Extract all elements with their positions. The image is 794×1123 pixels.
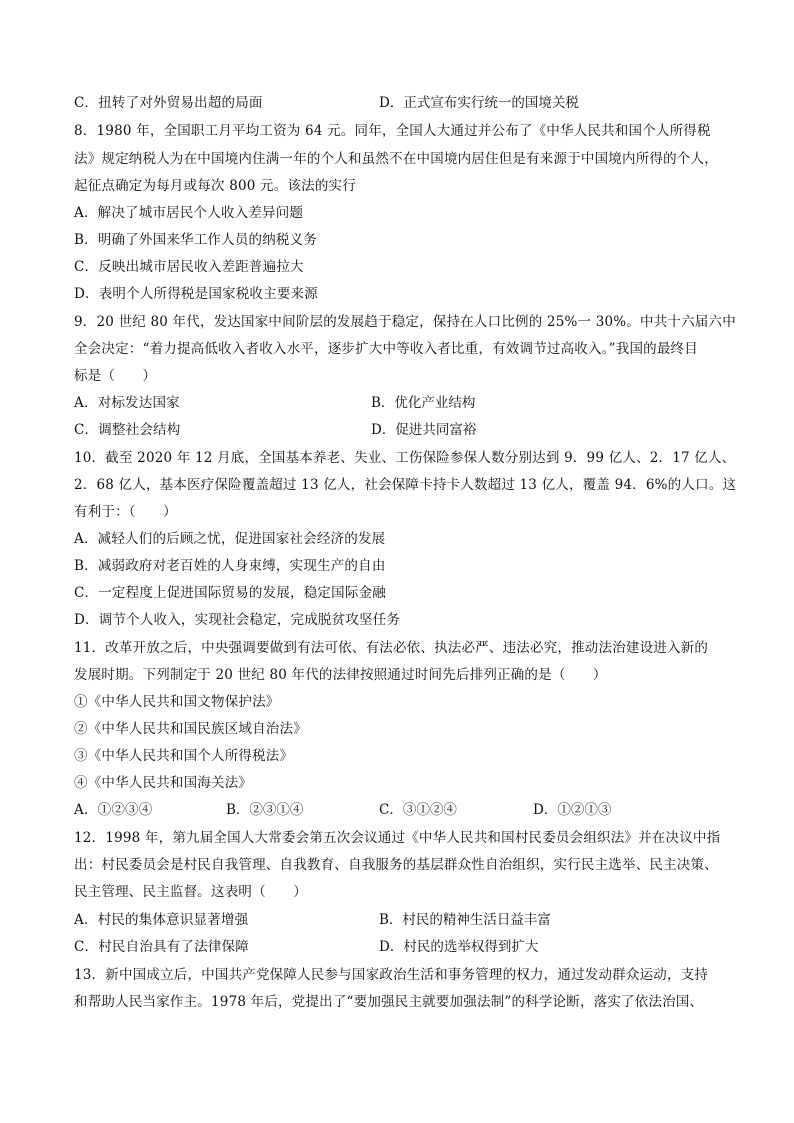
q10-stem-line-3: 有利于：（ ） — [74, 504, 177, 520]
q9-option-a: A．对标发达国家 — [74, 395, 180, 411]
q9-stem-line-2: 全会决定：“着力提高低收入者收入水平，逐步扩大中等收入者比重，有效调节过高收入。”我国的最终目 — [74, 341, 698, 357]
q10-option-b: B．减弱政府对老百姓的人身束缚，实现生产的自由 — [74, 558, 386, 574]
q10-option-c: C．一定程度上促进国际贸易的发展，稳定国际金融 — [74, 585, 386, 601]
q12-stem-line-3: 民主管理、民主监督。这表明（ ） — [74, 884, 307, 900]
q11-item-4: ④《中华人民共和国海关法》 — [74, 775, 253, 791]
q13-stem-line-1: 13．新中国成立后，中国共产党保障人民参与国家政治生活和事务管理的权力，通过发动群众运动，支持 — [74, 967, 709, 983]
q8-option-d: D．表明个人所得税是国家税收主要来源 — [74, 286, 318, 302]
q8-stem-line-3: 起征点确定为每月或每次 800 元。该法的实行 — [74, 178, 356, 194]
q10-stem-line-2: 2．68 亿人，基本医疗保险覆盖超过 13 亿人，社会保障卡持卡人数超过 13 亿人，覆盖 94．6%的人口。这 — [74, 477, 737, 493]
q9-option-c: C．调整社会结构 — [74, 422, 181, 438]
q11-item-3: ③《中华人民共和国个人所得税法》 — [74, 748, 294, 764]
q12-stem-line-1: 12．1998 年，第九届全国人大常委会第五次会议通过《中华人民共和国村民委员会组织法》并在决议中指 — [74, 830, 721, 846]
q12-stem-line-2: 出：村民委员会是村民自我管理、自我教育、自我服务的基层群众性自治组织，实行民主选举、民主决策、 — [74, 857, 718, 873]
q12-option-c: C．村民自治具有了法律保障 — [74, 939, 249, 955]
q13-stem-line-2: 和帮助人民当家作主。1978 年后，党提出了“要加强民主就要加强法制”的科学论断，落实了依法治国、 — [74, 994, 704, 1010]
q12-option-b: B．村民的精神生活日益丰富 — [379, 912, 551, 928]
q7-option-c: C．扭转了对外贸易出超的局面 — [74, 95, 263, 111]
q11-stem-line-1: 11．改革开放之后，中央强调要做到有法可依、有法必依、执法必严、违法必究，推动法治建设进入新的 — [74, 640, 709, 656]
q9-stem-line-1: 9．20 世纪 80 年代，发达国家中间阶层的发展趋于稳定，保持在人口比例的 25%一 30%。中共十六届六中 — [74, 314, 736, 330]
q8-option-c: C．反映出城市居民收入差距普遍拉大 — [74, 259, 304, 275]
q7-option-d: D．正式宣布实行统一的国境关税 — [379, 95, 579, 111]
q11-option-b: B．②③①④ — [226, 802, 304, 818]
q12-option-a: A．村民的集体意识显著增强 — [74, 912, 249, 928]
q11-option-d: D．①②①③ — [533, 802, 612, 818]
q11-option-a: A．①②③④ — [74, 802, 153, 818]
q11-stem-line-2: 发展时期。下列制定于 20 世纪 80 年代的法律按照通过时间先后排列正确的是（ ） — [74, 667, 607, 683]
q8-stem-line-1: 8．1980 年，全国职工月平均工资为 64 元。同年，全国人大通过并公布了《中华人民共和国个人所得税 — [74, 123, 711, 139]
q8-option-a: A．解决了城市居民个人收入差异问题 — [74, 205, 304, 221]
q8-option-b: B．明确了外国来华工作人员的纳税义务 — [74, 232, 318, 248]
q10-option-d: D．调节个人收入，实现社会稳定，完成脱贫攻坚任务 — [74, 612, 401, 628]
q12-option-d: D．村民的选举权得到扩大 — [379, 939, 539, 955]
q11-option-c: C．③①②④ — [379, 802, 457, 818]
q8-stem-line-2: 法》规定纳税人为在中国境内住满一年的个人和虽然不在中国境内居住但是有来源于中国境内所得的个人， — [74, 151, 718, 167]
q11-item-2: ②《中华人民共和国民族区域自治法》 — [74, 721, 307, 737]
q9-option-b: B．优化产业结构 — [371, 395, 476, 411]
q9-option-d: D．促进共同富裕 — [371, 422, 477, 438]
q10-option-a: A．减轻人们的后顾之忧，促进国家社会经济的发展 — [74, 531, 386, 547]
q11-item-1: ①《中华人民共和国文物保护法》 — [74, 694, 280, 710]
q9-stem-line-3: 标是（ ） — [74, 368, 157, 384]
q10-stem-line-1: 10．截至 2020 年 12 月底，全国基本养老、失业、工伤保险参保人数分别达到 9．99 亿人、2．17 亿人、 — [74, 450, 736, 466]
